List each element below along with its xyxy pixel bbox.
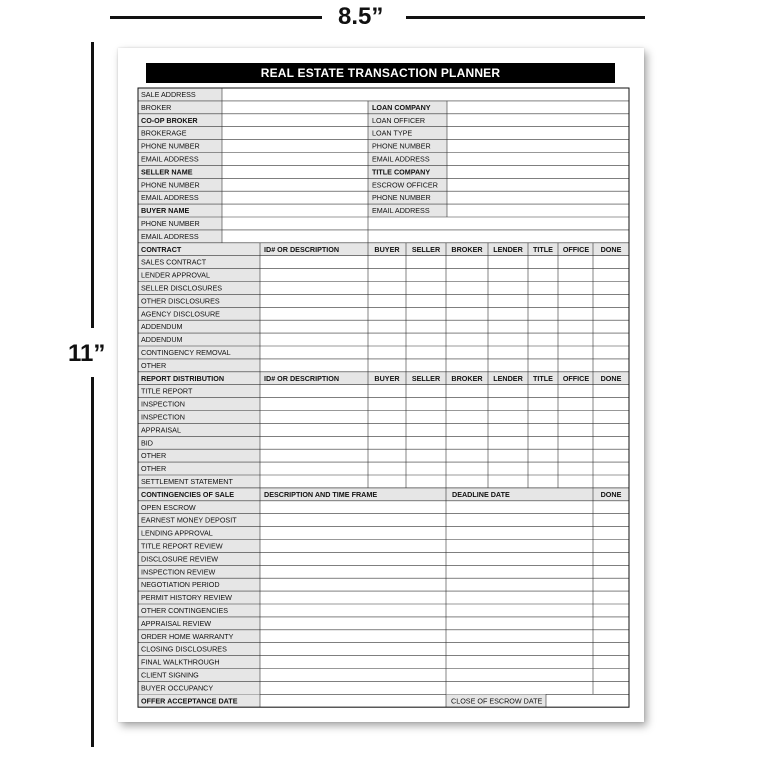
contingencies-row-label: OTHER CONTINGENCIES <box>141 605 229 615</box>
contingencies-row-label: ORDER HOME WARRANTY <box>141 631 234 641</box>
contact-label: EMAIL ADDRESS <box>141 154 199 164</box>
contact-right-label: EMAIL ADDRESS <box>372 154 430 164</box>
height-dimension-label: 11” <box>68 340 106 367</box>
report-column-header: ID# OR DESCRIPTION <box>264 373 340 383</box>
contingencies-row-label: FINAL WALKTHROUGH <box>141 657 220 667</box>
contract-column-header: BROKER <box>451 244 483 254</box>
contract-row-label: OTHER DISCLOSURES <box>141 296 220 306</box>
report-column-header: BUYER <box>374 373 400 383</box>
contract-column-header: OFFICE <box>562 244 590 254</box>
contact-label: BUYER NAME <box>141 206 190 216</box>
report-column-header: REPORT DISTRIBUTION <box>141 373 225 383</box>
report-row-label: INSPECTION <box>141 399 185 409</box>
contact-right-label: EMAIL ADDRESS <box>372 206 430 216</box>
contact-label: PHONE NUMBER <box>141 180 200 190</box>
contact-right-label: LOAN COMPANY <box>372 102 431 112</box>
report-column-header: OFFICE <box>562 373 590 383</box>
contact-right-label: PHONE NUMBER <box>372 193 431 203</box>
contingencies-column-header: DONE <box>600 489 622 499</box>
report-column-header: BROKER <box>451 373 483 383</box>
report-row-label: BID <box>141 438 153 448</box>
contract-row-label: ADDENDUM <box>141 335 183 345</box>
width-dimension-label: 8.5” <box>338 3 384 30</box>
report-row-label: APPRAISAL <box>141 425 181 435</box>
contact-label: EMAIL ADDRESS <box>141 231 199 241</box>
contingencies-row-label: TITLE REPORT REVIEW <box>141 541 223 551</box>
form-title: REAL ESTATE TRANSACTION PLANNER <box>146 63 615 83</box>
contact-right-label: ESCROW OFFICER <box>372 180 438 190</box>
contact-label: EMAIL ADDRESS <box>141 193 199 203</box>
contact-label: BROKER <box>141 102 172 112</box>
contingencies-row-label: APPRAISAL REVIEW <box>141 618 212 628</box>
report-label-cell <box>138 436 260 449</box>
contract-column-header: BUYER <box>374 244 400 254</box>
contingencies-row-label: CLIENT SIGNING <box>141 670 199 680</box>
contingencies-row-label: EARNEST MONEY DEPOSIT <box>141 515 237 525</box>
contract-row-label: SALES CONTRACT <box>141 257 207 267</box>
report-row-label: SETTLEMENT STATEMENT <box>141 476 233 486</box>
contact-right-label: LOAN TYPE <box>372 128 413 138</box>
close-of-escrow-label: CLOSE OF ESCROW DATE <box>451 696 543 706</box>
contingencies-row-label: INSPECTION REVIEW <box>141 567 216 577</box>
contract-row-label: AGENCY DISCLOSURE <box>141 309 220 319</box>
contract-row-label: OTHER <box>141 360 167 370</box>
contingencies-row-label: DISCLOSURE REVIEW <box>141 554 219 564</box>
contingencies-row-label: NEGOTIATION PERIOD <box>141 580 220 590</box>
offer-acceptance-label: OFFER ACCEPTANCE DATE <box>141 696 238 706</box>
contact-label: SELLER NAME <box>141 167 193 177</box>
contract-column-header: CONTRACT <box>141 244 182 254</box>
contact-label: BROKERAGE <box>141 128 187 138</box>
report-row-label: INSPECTION <box>141 412 185 422</box>
contingencies-row-label: PERMIT HISTORY REVIEW <box>141 593 232 603</box>
contract-column-header: ID# OR DESCRIPTION <box>264 244 340 254</box>
contact-right-label: LOAN OFFICER <box>372 115 426 125</box>
contingencies-column-header: DESCRIPTION AND TIME FRAME <box>264 489 378 499</box>
report-column-header: LENDER <box>493 373 523 383</box>
contact-label: PHONE NUMBER <box>141 141 200 151</box>
contract-column-header: SELLER <box>411 244 441 254</box>
report-row-label: TITLE REPORT <box>141 386 193 396</box>
contingencies-column-header: CONTINGENCIES OF SALE <box>141 489 235 499</box>
report-column-header: TITLE <box>533 373 553 383</box>
contract-column-header: DONE <box>600 244 622 254</box>
report-row-label: OTHER <box>141 464 167 474</box>
contact-right-label: TITLE COMPANY <box>372 167 431 177</box>
report-row-label: OTHER <box>141 451 167 461</box>
contract-column-header: TITLE <box>533 244 553 254</box>
contact-label: SALE ADDRESS <box>141 89 196 99</box>
contact-right-label: PHONE NUMBER <box>372 141 431 151</box>
contract-row-label: CONTINGENCY REMOVAL <box>141 347 231 357</box>
contingencies-row-label: CLOSING DISCLOSURES <box>141 644 227 654</box>
contingencies-row-label: OPEN ESCROW <box>141 502 196 512</box>
contact-label: CO-OP BROKER <box>141 115 198 125</box>
contact-label: PHONE NUMBER <box>141 218 200 228</box>
contract-row-label: ADDENDUM <box>141 322 183 332</box>
contract-row-label: SELLER DISCLOSURES <box>141 283 223 293</box>
contract-column-header: LENDER <box>493 244 523 254</box>
report-column-header: SELLER <box>411 373 441 383</box>
contingencies-row-label: BUYER OCCUPANCY <box>141 683 214 693</box>
contingencies-row-label: LENDING APPROVAL <box>141 528 213 538</box>
contract-row-label: LENDER APPROVAL <box>141 270 210 280</box>
contingencies-column-header: DEADLINE DATE <box>452 489 510 499</box>
report-column-header: DONE <box>600 373 622 383</box>
